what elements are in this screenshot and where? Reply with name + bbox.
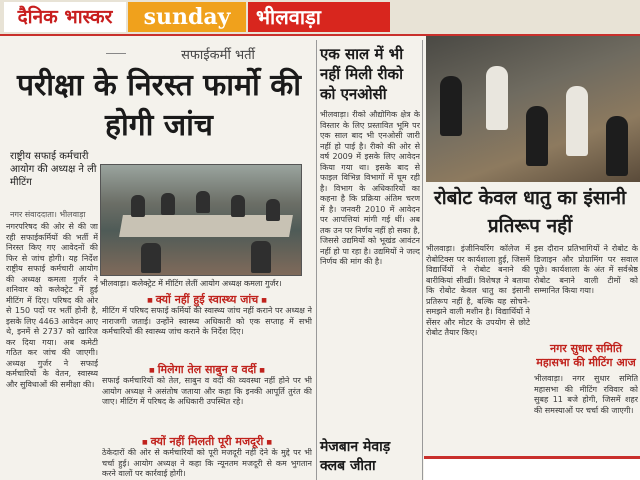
story1-section1-text: मीटिंग में परिषद सफाई कर्मियों की स्वास्थ्य जांच नहीं कराने पर अध्यक्ष ने नाराजगी जताई। उन्होंने स्वास्थ्य अधिकारी को एक सप्ताह में सभी कर्मचारियों की स्वास्थ्य जांच कराने के निर्देश दिए। xyxy=(102,306,312,336)
story3-body-left: भीलवाड़ा। इंजीनियरिंग कॉलेज में रोबोटिक्स पर कार्यशाला हुई, जिसमें विद्यार्थियों ने रोबोट बनाने की बारीकियां सीखीं। विशेषज्ञ ने बताया कि रोबोट केवल धातु का इंसानी प्रतिरूप नहीं है, बल्कि यह सोचने-समझने वाली मशीन है। विद्यार्थियों ने सेंसर और मोटर के उपयोग से छोटे रोबोट तैयार किए। xyxy=(426,244,530,337)
newspaper-logo: दैनिक भास्कर xyxy=(4,2,126,32)
story1-section2-title: ■ मिलेगा तेल साबुन व वर्दी ■ xyxy=(102,362,312,377)
photo-person-shape xyxy=(266,199,280,221)
story4-headline: मेजबान मेवाड़ क्लब जीता xyxy=(320,439,391,474)
story1-subhead: राष्ट्रीय सफाई कर्मचारी आयोग की अध्यक्ष ने ली मीटिंग xyxy=(10,151,97,188)
photo-person-shape xyxy=(131,195,145,217)
story2-body: भीलवाड़ा। रीको औद्योगिक क्षेत्र के विस्तार के लिए प्रस्तावित भूमि पर एक साल बाद भी एनओसी जारी नहीं हो पाई है। रीको की ओर से वर्ष 2009 में इसके लिए आवेदन किया गया था। इसके बाद से फाइल विभिन्न विभागों में घूम रही है। विभाग के अधिकारियों का कहना है कि प्रक्रिया अंतिम चरण में है। जनवरी 2010 में आवेदन पर आपत्तियां मांगी गई थीं। अब तक उन पर निर्णय नहीं हो सका है, जिससे उद्यमियों को भूखंड आवंटन नहीं हो पा रहा है। उद्यमियों ने जल्द निर्णय की मांग की है। xyxy=(320,110,420,266)
photo-person-shape xyxy=(141,243,161,273)
story3-headline: रोबोट केवल धातु का इंसानी प्रतिरूप नहीं xyxy=(433,187,627,237)
story2-headline: एक साल में भी नहीं मिली रीको को एनओसी xyxy=(320,45,404,103)
column-rule xyxy=(316,40,317,480)
bottom-ad-strip xyxy=(424,456,640,480)
robot-workshop-photo xyxy=(426,36,640,182)
story1-kicker: सफाईकर्मी भर्ती xyxy=(118,45,318,63)
photo-person-shape xyxy=(526,106,548,166)
column-rule xyxy=(422,40,423,480)
story1-section3-title: ■ क्यों नहीं मिलती पूरी मजदूरी ■ xyxy=(102,434,312,449)
photo-person-shape xyxy=(440,76,462,136)
story1-section2-text: सफाई कर्मचारियों को तेल, साबुन व वर्दी की व्यवस्था नहीं होने पर भी आयोग अध्यक्ष ने असंतोष जताया और कहा कि इनकी आपूर्ति तुरंत की जाए। मीटिंग में परिषद के अधिकारी उपस्थित रहे। xyxy=(102,376,312,406)
story3-sub-headline: नगर सुधार समिति महासभा की मीटिंग आज xyxy=(536,342,636,369)
photo-person-shape xyxy=(606,116,628,176)
meeting-photo xyxy=(100,164,302,276)
photo-person-shape xyxy=(486,66,508,130)
story1-body: नगरपरिषद की ओर से की जा रही सफाईकर्मियों की भर्ती में निरस्त किए गए आवेदनों की फिर से जांच होगी। यह निर्देश राष्ट्रीय सफाई कर्मचारी आयोग की अध्यक्ष कमला गुर्जर ने शनिवार को कलेक्ट्रेट में हुई मीटिंग में दिए। परिषद की ओर से 150 पदों पर भर्ती होनी है, इसके लिए 4463 आवेदन आए थे, इनमें से 2737 को खारिज कर दिया गया। अब कमेटी गठित कर जांच की जाएगी। अध्यक्ष गुर्जर ने सफाई कर्मचारियों के वेतन, स्वास्थ्य और सुविधाओं की समीक्षा की। xyxy=(6,222,98,389)
masthead xyxy=(0,0,640,36)
story1-section3-text: ठेकेदारों की ओर से कर्मचारियों को पूरी मजदूरी नहीं देने के मुद्दे पर भी चर्चा हुई। आयोग अध्यक्ष ने कहा कि न्यूनतम मजदूरी से कम भुगतान करने वालों पर कार्रवाई होगी। xyxy=(102,448,312,478)
story1-photo-caption: भीलवाड़ा। कलेक्ट्रेट में मीटिंग लेतीं आयोग अध्यक्ष कमला गुर्जर। xyxy=(100,279,282,288)
story3-sub-body: भीलवाड़ा। नगर सुधार समिति महासभा की मीटिंग रविवार को सुबह 11 बजे होगी, जिसमें शहर की समस्याओं पर चर्चा की जाएगी। xyxy=(534,374,638,415)
photo-person-shape xyxy=(196,191,210,213)
story1-headline: परीक्षा के निरस्त फार्मो की होगी जांच xyxy=(16,68,302,143)
story1-byline: नगर संवाददाता। भीलवाड़ा xyxy=(10,210,86,219)
story3-body-right: इस दौरान प्रतिभागियों ने रोबोट के डिजाइन और प्रोग्रामिंग पर सवाल पूछे। कार्यशाला के अंत में सर्वश्रेष्ठ रोबोट बनाने वाली टीमों को सम्मानित किया गया। xyxy=(534,244,638,295)
city-label: भीलवाड़ा xyxy=(248,2,390,32)
photo-person-shape xyxy=(566,86,588,156)
photo-person-shape xyxy=(231,195,245,217)
story1-section1-title: ■ क्यों नहीं हुई स्वास्थ्य जांच ■ xyxy=(102,292,312,307)
photo-person-shape xyxy=(161,193,175,215)
photo-person-shape xyxy=(251,241,271,273)
edition-label: sunday xyxy=(128,2,246,32)
